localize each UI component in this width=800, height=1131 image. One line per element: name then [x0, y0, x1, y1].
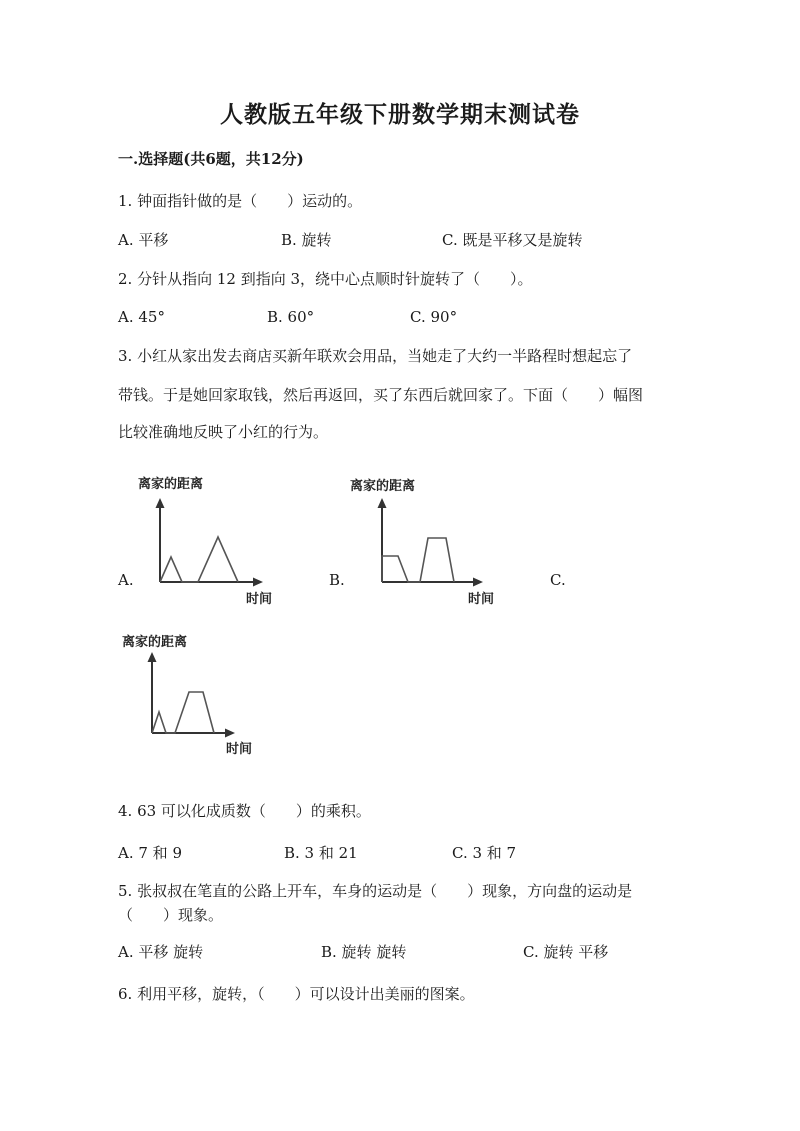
graph-option-b — [350, 470, 510, 610]
question-3-stem-line-3: 比较准确地反映了小红的行为。 — [118, 423, 329, 441]
graph-a-xlabel: 时间 — [246, 592, 273, 607]
graph-option-c — [122, 630, 262, 760]
question-5-option-c: C. 旋转 平移 — [523, 943, 609, 961]
question-4-option-b: B. 3 和 21 — [284, 844, 358, 862]
question-3-option-a-label: A. — [118, 571, 134, 589]
question-3-stem-line-1: 3. 小红从家出发去商店买新年联欢会用品，当她走了大约一半路程时想起忘了 — [118, 347, 633, 365]
question-5-option-b: B. 旋转 旋转 — [321, 943, 407, 961]
graph-b-line — [382, 538, 454, 582]
graph-option-a — [130, 470, 290, 610]
graph-a-line — [160, 537, 238, 582]
question-2-option-c: C. 90° — [410, 308, 458, 326]
question-5-stem-line-2: （ ）现象。 — [118, 906, 224, 924]
question-2-stem: 2. 分针从指向 12 到指向 3，绕中心点顺时针旋转了（ ）。 — [118, 270, 533, 288]
question-3-option-c-label: C. — [550, 571, 566, 589]
graph-c-ylabel: 离家的距离 — [122, 635, 188, 650]
question-1-option-b: B. 旋转 — [281, 231, 332, 249]
graph-a-y-arrow — [156, 498, 165, 508]
question-4-option-a: A. 7 和 9 — [118, 844, 182, 862]
question-1-option-c: C. 既是平移又是旋转 — [442, 231, 583, 249]
graph-c-x-arrow — [225, 729, 235, 738]
graph-b-ylabel: 离家的距离 — [350, 479, 416, 494]
graph-b-xlabel: 时间 — [468, 592, 495, 607]
question-2-option-a: A. 45° — [118, 308, 165, 326]
graph-c-y-arrow — [148, 652, 157, 662]
section-heading: 一.选择题(共6题，共12分) — [118, 150, 304, 168]
question-3-option-b-label: B. — [329, 571, 345, 589]
question-6-stem: 6. 利用平移，旋转，（ ）可以设计出美丽的图案。 — [118, 985, 475, 1003]
graph-a-x-arrow — [253, 578, 263, 587]
graph-c-xlabel: 时间 — [226, 742, 253, 757]
graph-a-ylabel: 离家的距离 — [138, 477, 204, 492]
question-1-option-a: A. 平移 — [118, 231, 169, 249]
page-title: 人教版五年级下册数学期末测试卷 — [220, 101, 580, 128]
graph-b-y-arrow — [378, 498, 387, 508]
question-5-option-a: A. 平移 旋转 — [118, 943, 204, 961]
question-1-stem: 1. 钟面指针做的是（ ）运动的。 — [118, 192, 363, 210]
graph-c-line — [152, 692, 214, 733]
question-3-stem-line-2: 带钱。于是她回家取钱，然后再返回，买了东西后就回家了。下面（ ）幅图 — [118, 386, 644, 404]
graph-b-x-arrow — [473, 578, 483, 587]
question-2-option-b: B. 60° — [267, 308, 315, 326]
question-4-option-c: C. 3 和 7 — [452, 844, 517, 862]
question-5-stem-line-1: 5. 张叔叔在笔直的公路上开车，车身的运动是（ ）现象，方向盘的运动是 — [118, 882, 633, 900]
question-4-stem: 4. 63 可以化成质数（ ）的乘积。 — [118, 802, 371, 820]
